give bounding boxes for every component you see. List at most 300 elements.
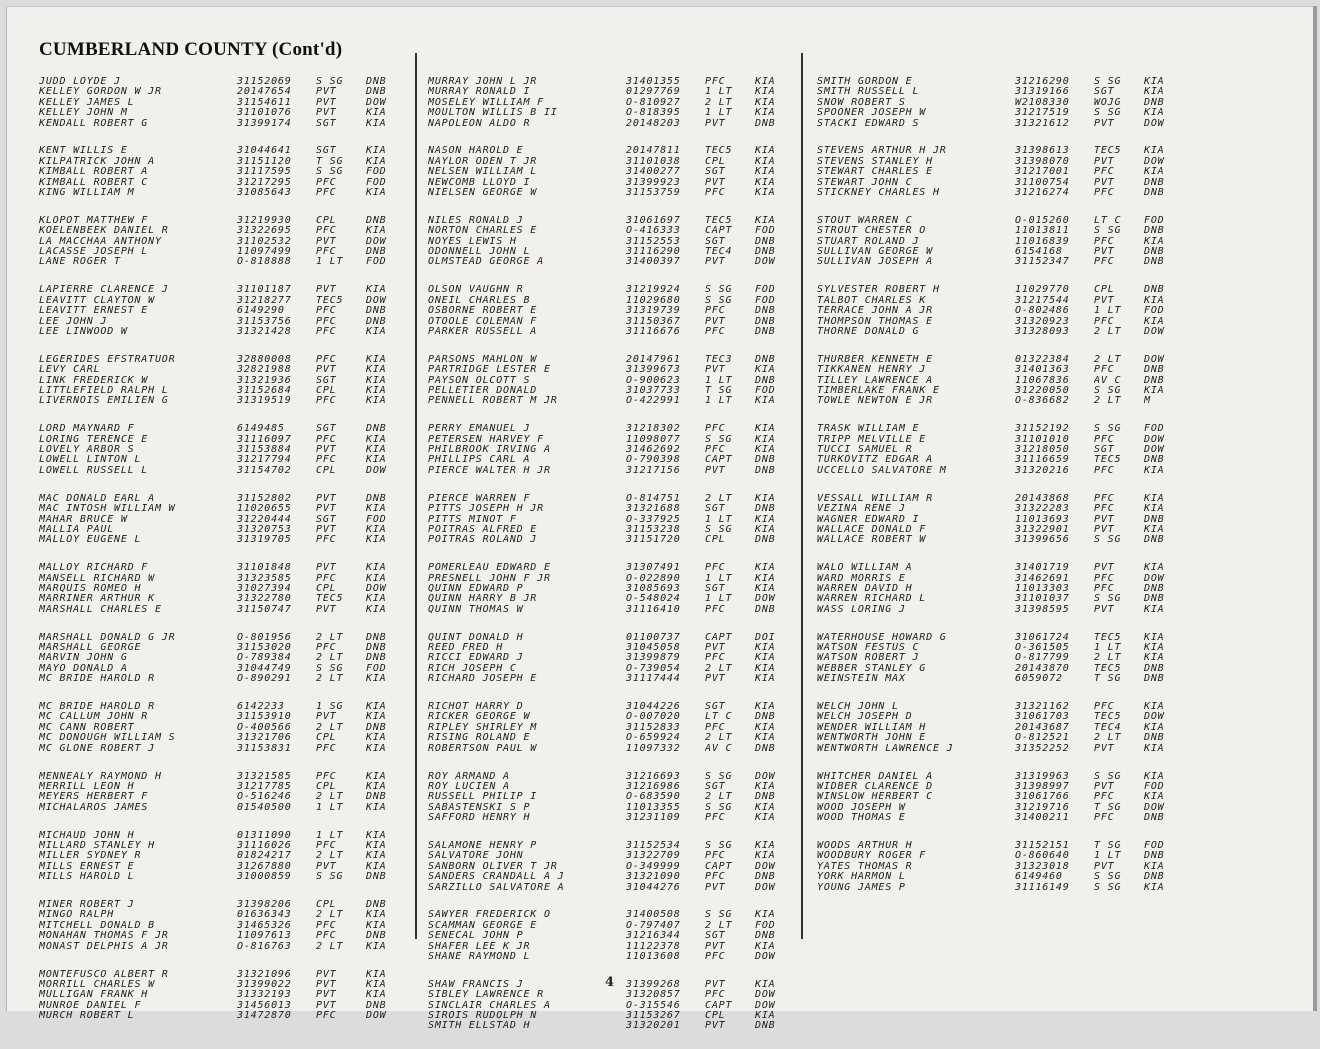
entry-status: KIA xyxy=(755,910,776,921)
entry-name: POITRAS ALFRED E xyxy=(428,524,538,535)
entry-name: THURBER KENNETH E xyxy=(817,354,933,365)
entry-serial-number: 31044226 xyxy=(626,702,681,713)
entry-status: DNB xyxy=(1144,674,1165,685)
entry-serial-number: 31217544 xyxy=(1015,295,1070,306)
entry-name: MARSHALL GEORGE xyxy=(39,643,142,654)
entry-status: KIA xyxy=(366,604,387,615)
entry-name: RISING ROLAND E xyxy=(428,733,531,744)
entry-name: WASS LORING J xyxy=(817,604,906,615)
entry-rank: S SG xyxy=(316,77,344,87)
entry-status: DNB xyxy=(755,712,776,723)
entry-serial-number: O-790398 xyxy=(626,455,681,466)
entry-serial-number: 31100754 xyxy=(1015,177,1070,188)
roster-entry xyxy=(428,872,803,882)
entry-name: NELSEN WILLIAM L xyxy=(428,167,538,178)
entry-rank: PFC xyxy=(705,326,726,337)
roster-entry xyxy=(428,841,803,851)
entry-rank: T SG xyxy=(705,385,733,396)
roster-entry xyxy=(428,952,803,962)
roster-entry xyxy=(39,872,414,882)
entry-rank: PVT xyxy=(316,524,337,535)
entry-name: ROBERTSON PAUL W xyxy=(428,743,538,754)
entry-rank: S SG xyxy=(705,295,733,306)
roster-entry xyxy=(39,574,414,584)
entry-rank: PVT xyxy=(316,712,337,723)
roster-group xyxy=(39,146,414,198)
entry-name: MURRAY JOHN L JR xyxy=(428,77,538,87)
roster-entry xyxy=(428,664,803,674)
entry-name: LOVELY ARBOR S xyxy=(39,445,135,456)
entry-name: WOOD THOMAS E xyxy=(817,813,906,824)
roster-entry xyxy=(39,803,414,813)
entry-serial-number: 31152534 xyxy=(626,840,681,851)
entry-name: POMERLEAU EDWARD E xyxy=(428,563,551,574)
entry-status: FOD xyxy=(1144,424,1165,435)
entry-status: KIA xyxy=(755,177,776,188)
roster-group xyxy=(817,772,1192,824)
entry-rank: PFC xyxy=(705,851,726,862)
entry-name: LEE LINWOOD W xyxy=(39,326,128,337)
entry-name: MAHAR BRUCE W xyxy=(39,514,128,525)
entry-serial-number: 31153267 xyxy=(626,1011,681,1022)
entry-rank: PFC xyxy=(316,316,337,327)
roster-entry xyxy=(39,157,414,167)
entry-serial-number: 31321428 xyxy=(237,326,292,337)
roster-entry xyxy=(39,178,414,188)
entry-status: KIA xyxy=(366,712,387,723)
entry-status: KIA xyxy=(755,813,776,824)
roster-entry xyxy=(428,862,803,872)
entry-serial-number: 31320753 xyxy=(237,524,292,535)
entry-serial-number: 31116149 xyxy=(1015,882,1070,893)
entry-rank: SGT xyxy=(316,424,337,435)
roster-entry xyxy=(428,980,803,990)
roster-entry xyxy=(428,396,803,406)
entry-name: MILLARD STANLEY H xyxy=(39,840,155,851)
entry-status: KIA xyxy=(755,573,776,584)
entry-rank: 2 LT xyxy=(705,493,733,504)
entry-rank: 1 LT xyxy=(316,257,344,268)
entry-name: STEVENS STANLEY H xyxy=(817,156,933,167)
entry-serial-number: 31153884 xyxy=(237,445,292,456)
roster-entry xyxy=(428,574,803,584)
roster-entry xyxy=(817,515,1192,525)
entry-rank: CPL xyxy=(316,385,337,396)
roster-group xyxy=(428,772,803,824)
entry-status: KIA xyxy=(366,830,387,841)
entry-serial-number: O-361505 xyxy=(1015,643,1070,654)
entry-status: KIA xyxy=(755,1011,776,1022)
roster-entry xyxy=(428,178,803,188)
entry-rank: PVT xyxy=(1094,177,1115,188)
entry-name: SHANE RAYMOND L xyxy=(428,952,531,962)
entry-serial-number: 31320201 xyxy=(626,1021,681,1032)
entry-serial-number: 31399174 xyxy=(237,118,292,129)
roster-entry xyxy=(428,87,803,97)
entry-name: LIVERNOIS EMILIEN G xyxy=(39,396,169,407)
entry-rank: PFC xyxy=(705,445,726,456)
roster-entry xyxy=(428,653,803,663)
entry-rank: T SG xyxy=(316,156,344,167)
entry-status: KIA xyxy=(366,156,387,167)
entry-status: KIA xyxy=(1144,643,1165,654)
entry-serial-number: 31044749 xyxy=(237,663,292,674)
entry-rank: S SG xyxy=(705,771,733,782)
entry-name: TRIPP MELVILLE E xyxy=(817,434,927,445)
entry-status: DNB xyxy=(755,236,776,247)
roster-group xyxy=(39,355,414,407)
entry-status: FOD xyxy=(755,385,776,396)
roster-entry xyxy=(39,376,414,386)
entry-status: DOW xyxy=(755,771,776,782)
entry-status: KIA xyxy=(1144,702,1165,713)
entry-serial-number: 20143687 xyxy=(1015,722,1070,733)
entry-rank: S SG xyxy=(705,285,733,296)
roster-entry xyxy=(817,386,1192,396)
entry-name: RICKER GEORGE W xyxy=(428,712,531,723)
entry-name: WATSON ROBERT J xyxy=(817,653,920,664)
roster-entry xyxy=(39,146,414,156)
roster-entry xyxy=(817,178,1192,188)
entry-serial-number: 31320857 xyxy=(626,990,681,1001)
roster-entry xyxy=(39,831,414,841)
roster-entry xyxy=(39,792,414,802)
entry-rank: PFC xyxy=(316,455,337,466)
entry-status: KIA xyxy=(366,702,387,713)
entry-rank: 2 LT xyxy=(705,97,733,108)
entry-name: VESSALL WILLIAM R xyxy=(817,493,933,504)
entry-status: DOW xyxy=(755,990,776,1001)
entry-name: MC BRIDE HAROLD R xyxy=(39,702,155,713)
roster-group xyxy=(39,285,414,337)
entry-status: KIA xyxy=(366,434,387,445)
entry-serial-number: 11097332 xyxy=(626,743,681,754)
roster-entry xyxy=(39,327,414,337)
entry-serial-number: 6149460 xyxy=(1015,872,1063,883)
entry-name: WENTWORTH JOHN E xyxy=(817,733,927,744)
roster-entry xyxy=(39,494,414,504)
entry-name: VEZINA RENE J xyxy=(817,504,906,515)
entry-rank: S SG xyxy=(316,167,344,178)
entry-status: KIA xyxy=(755,674,776,685)
entry-status: KIA xyxy=(366,563,387,574)
entry-rank: 2 LT xyxy=(705,920,733,931)
entry-status: DOW xyxy=(755,882,776,893)
roster-entry xyxy=(39,653,414,663)
entry-serial-number: O-416333 xyxy=(626,226,681,237)
entry-serial-number: 31320923 xyxy=(1015,316,1070,327)
roster-entry xyxy=(39,445,414,455)
entry-rank: PFC xyxy=(316,434,337,445)
entry-rank: TEC5 xyxy=(316,295,344,306)
roster-entry xyxy=(817,327,1192,337)
entry-name: SENECAL JOHN P xyxy=(428,931,524,942)
roster-entry xyxy=(428,921,803,931)
entry-rank: S SG xyxy=(1094,594,1122,605)
entry-rank: 2 LT xyxy=(316,910,344,921)
entry-rank: 1 LT xyxy=(316,802,344,813)
entry-rank: PVT xyxy=(1094,524,1115,535)
entry-name: WARREN RICHARD L xyxy=(817,594,927,605)
entry-serial-number: 11098077 xyxy=(626,434,681,445)
entry-name: WENTWORTH LAWRENCE J xyxy=(817,743,954,754)
entry-serial-number: 31321612 xyxy=(1015,118,1070,129)
roster-entry xyxy=(817,455,1192,465)
roster-entry xyxy=(428,216,803,226)
entry-status: DNB xyxy=(1144,177,1165,188)
entry-status: DNB xyxy=(755,535,776,546)
entry-serial-number: 31220050 xyxy=(1015,385,1070,396)
entry-status: DNB xyxy=(755,247,776,258)
entry-status: DNB xyxy=(1144,455,1165,466)
roster-entry xyxy=(39,435,414,445)
entry-name: MC GLONE ROBERT J xyxy=(39,743,155,754)
entry-status: KIA xyxy=(755,702,776,713)
entry-rank: 2 LT xyxy=(705,792,733,803)
entry-rank: PFC xyxy=(705,306,726,317)
entry-name: MEYERS HERBERT F xyxy=(39,792,149,803)
entry-status: KIA xyxy=(1144,722,1165,733)
entry-name: WELCH JOHN L xyxy=(817,702,899,713)
roster-group xyxy=(428,980,803,1032)
entry-serial-number: 31153238 xyxy=(626,524,681,535)
entry-serial-number: O-337925 xyxy=(626,514,681,525)
entry-serial-number: 20148203 xyxy=(626,118,681,129)
roster-entry xyxy=(817,723,1192,733)
entry-status: DNB xyxy=(755,118,776,129)
entry-serial-number: 31085643 xyxy=(237,188,292,199)
entry-name: ONEIL CHARLES B xyxy=(428,295,531,306)
roster-entry xyxy=(428,605,803,615)
entry-rank: PFC xyxy=(316,931,337,942)
entry-rank: PVT xyxy=(1094,156,1115,167)
entry-rank: PFC xyxy=(1094,257,1115,268)
entry-serial-number: 31321688 xyxy=(626,504,681,515)
entry-status: DNB xyxy=(1144,583,1165,594)
entry-rank: CAPT xyxy=(705,861,733,872)
entry-rank: S SG xyxy=(316,872,344,883)
entry-serial-number: 11016839 xyxy=(1015,236,1070,247)
entry-name: PARSONS MAHLON W xyxy=(428,354,538,365)
entry-status: KIA xyxy=(366,802,387,813)
entry-rank: 2 LT xyxy=(1094,396,1122,407)
document-page xyxy=(6,6,1313,1032)
entry-name: LAPIERRE CLARENCE J xyxy=(39,285,169,296)
entry-name: MINER ROBERT J xyxy=(39,900,135,911)
entry-status: DNB xyxy=(755,316,776,327)
entry-status: DNB xyxy=(366,493,387,504)
roster-entry xyxy=(39,772,414,782)
entry-name: OSBORNE ROBERT E xyxy=(428,306,538,317)
roster-entry xyxy=(39,424,414,434)
roster-entry xyxy=(39,862,414,872)
entry-name: TILLEY LAWRENCE A xyxy=(817,375,933,386)
entry-rank: CAPT xyxy=(705,632,733,643)
entry-name: TIKKANEN HENRY J xyxy=(817,365,927,376)
entry-status: KIA xyxy=(1144,493,1165,504)
roster-entry xyxy=(428,504,803,514)
entry-name: TERRACE JOHN A JR xyxy=(817,306,933,317)
entry-status: DOI xyxy=(755,632,776,643)
entry-serial-number: 32880008 xyxy=(237,354,292,365)
entry-serial-number: 01322384 xyxy=(1015,354,1070,365)
entry-name: WATSON FESTUS C xyxy=(817,643,920,654)
entry-name: TIMBERLAKE FRANK E xyxy=(817,385,940,396)
roster-group xyxy=(428,494,803,546)
entry-name: SHAFER LEE K JR xyxy=(428,941,531,952)
entry-status: KIA xyxy=(366,455,387,466)
roster-entry xyxy=(39,237,414,247)
roster-entry xyxy=(39,605,414,615)
roster-entry xyxy=(817,77,1192,87)
entry-status: DNB xyxy=(755,504,776,515)
roster-entry xyxy=(428,883,803,893)
entry-rank: 2 LT xyxy=(316,851,344,862)
entry-rank: PVT xyxy=(705,643,726,654)
entry-rank: 1 LT xyxy=(1094,643,1122,654)
entry-status: DNB xyxy=(1144,365,1165,376)
entry-rank: 2 LT xyxy=(316,674,344,685)
roster-entry xyxy=(428,98,803,108)
entry-status: KIA xyxy=(366,990,387,1001)
roster-column-3 xyxy=(817,77,1192,910)
entry-serial-number: 31267880 xyxy=(237,861,292,872)
entry-serial-number: W2108330 xyxy=(1015,97,1070,108)
entry-serial-number: 31216986 xyxy=(626,781,681,792)
entry-serial-number: 31398206 xyxy=(237,900,292,911)
roster-entry xyxy=(39,733,414,743)
entry-rank: S SG xyxy=(705,910,733,921)
roster-entry xyxy=(428,910,803,920)
roster-entry xyxy=(39,900,414,910)
entry-rank: LT C xyxy=(705,712,733,723)
entry-serial-number: 31456013 xyxy=(237,1000,292,1011)
entry-name: WOODBURY ROGER F xyxy=(817,851,927,862)
entry-rank: PFC xyxy=(316,396,337,407)
entry-rank: CPL xyxy=(705,156,726,167)
roster-entry xyxy=(39,216,414,226)
entry-name: STUART ROLAND J xyxy=(817,236,920,247)
entry-rank: SGT xyxy=(316,514,337,525)
entry-serial-number: O-818888 xyxy=(237,257,292,268)
roster-entry xyxy=(428,702,803,712)
roster-group xyxy=(428,424,803,476)
roster-entry xyxy=(428,257,803,267)
roster-entry xyxy=(428,435,803,445)
roster-entry xyxy=(39,841,414,851)
entry-status: DOW xyxy=(1144,712,1165,723)
roster-group xyxy=(428,146,803,198)
entry-rank: PVT xyxy=(316,108,337,119)
entry-name: STOUT WARREN C xyxy=(817,215,913,226)
entry-status: KIA xyxy=(366,396,387,407)
entry-status: KIA xyxy=(755,424,776,435)
entry-status: DNB xyxy=(1144,226,1165,237)
roster-group xyxy=(817,494,1192,546)
entry-rank: PFC xyxy=(1094,434,1115,445)
roster-entry xyxy=(817,813,1192,823)
roster-entry xyxy=(817,504,1192,514)
entry-serial-number: 31322780 xyxy=(237,594,292,605)
entry-serial-number: 31218050 xyxy=(1015,445,1070,456)
entry-name: MARRINER ARTHUR K xyxy=(39,594,155,605)
roster-entry xyxy=(817,494,1192,504)
entry-serial-number: 6154168 xyxy=(1015,247,1063,258)
entry-name: ROY LUCIEN A xyxy=(428,781,510,792)
roster-entry xyxy=(817,772,1192,782)
entry-name: MUNROE DANIEL F xyxy=(39,1000,142,1011)
entry-status: KIA xyxy=(755,146,776,157)
entry-rank: PFC xyxy=(705,77,726,87)
entry-serial-number: 6059072 xyxy=(1015,674,1063,685)
entry-serial-number: 11013608 xyxy=(626,952,681,962)
entry-status: DOW xyxy=(1144,354,1165,365)
roster-entry xyxy=(428,494,803,504)
entry-rank: PVT xyxy=(705,257,726,268)
entry-rank: PVT xyxy=(1094,861,1115,872)
entry-status: DNB xyxy=(1144,285,1165,296)
entry-name: RICHOT HARRY D xyxy=(428,702,524,713)
roster-entry xyxy=(817,594,1192,604)
entry-name: NILES RONALD J xyxy=(428,215,524,226)
entry-status: DNB xyxy=(755,326,776,337)
roster-entry xyxy=(428,633,803,643)
entry-rank: 2 LT xyxy=(316,722,344,733)
roster-entry xyxy=(817,167,1192,177)
entry-status: KIA xyxy=(366,771,387,782)
roster-group xyxy=(817,146,1192,198)
entry-name: MAC INTOSH WILLIAM W xyxy=(39,504,176,515)
entry-name: THOMPSON THOMAS E xyxy=(817,316,933,327)
entry-serial-number: 31061697 xyxy=(626,215,681,226)
entry-status: KIA xyxy=(366,524,387,535)
entry-status: KIA xyxy=(366,118,387,129)
entry-status: DNB xyxy=(755,465,776,476)
entry-status: KIA xyxy=(755,802,776,813)
entry-rank: PVT xyxy=(316,604,337,615)
entry-status: KIA xyxy=(366,840,387,851)
roster-entry xyxy=(428,466,803,476)
roster-entry xyxy=(39,296,414,306)
entry-serial-number: O-814751 xyxy=(626,493,681,504)
entry-status: KIA xyxy=(1144,743,1165,754)
entry-serial-number: 31400508 xyxy=(626,910,681,921)
entry-serial-number: O-797407 xyxy=(626,920,681,931)
roster-entry xyxy=(39,910,414,920)
entry-rank: CPL xyxy=(705,535,726,546)
entry-name: YATES THOMAS R xyxy=(817,861,913,872)
entry-rank: CPL xyxy=(316,215,337,226)
entry-serial-number: 31218277 xyxy=(237,295,292,306)
entry-rank: S SG xyxy=(1094,424,1122,435)
entry-name: SAFFORD HENRY H xyxy=(428,813,531,824)
entry-status: DNB xyxy=(1144,188,1165,199)
entry-name: QUINT DONALD H xyxy=(428,632,524,643)
entry-rank: TEC5 xyxy=(316,594,344,605)
entry-name: SALVATORE JOHN xyxy=(428,851,524,862)
entry-rank: S SG xyxy=(1094,771,1122,782)
entry-status: KIA xyxy=(366,969,387,980)
entry-name: MILLS HAROLD L xyxy=(39,872,135,883)
roster-entry xyxy=(428,188,803,198)
entry-rank: CPL xyxy=(705,1011,726,1022)
entry-status: DNB xyxy=(1144,733,1165,744)
entry-serial-number: 31153831 xyxy=(237,743,292,754)
roster-entry xyxy=(428,146,803,156)
entry-name: KELLEY GORDON W JR xyxy=(39,87,162,98)
entry-status: DNB xyxy=(755,375,776,386)
roster-entry xyxy=(428,306,803,316)
